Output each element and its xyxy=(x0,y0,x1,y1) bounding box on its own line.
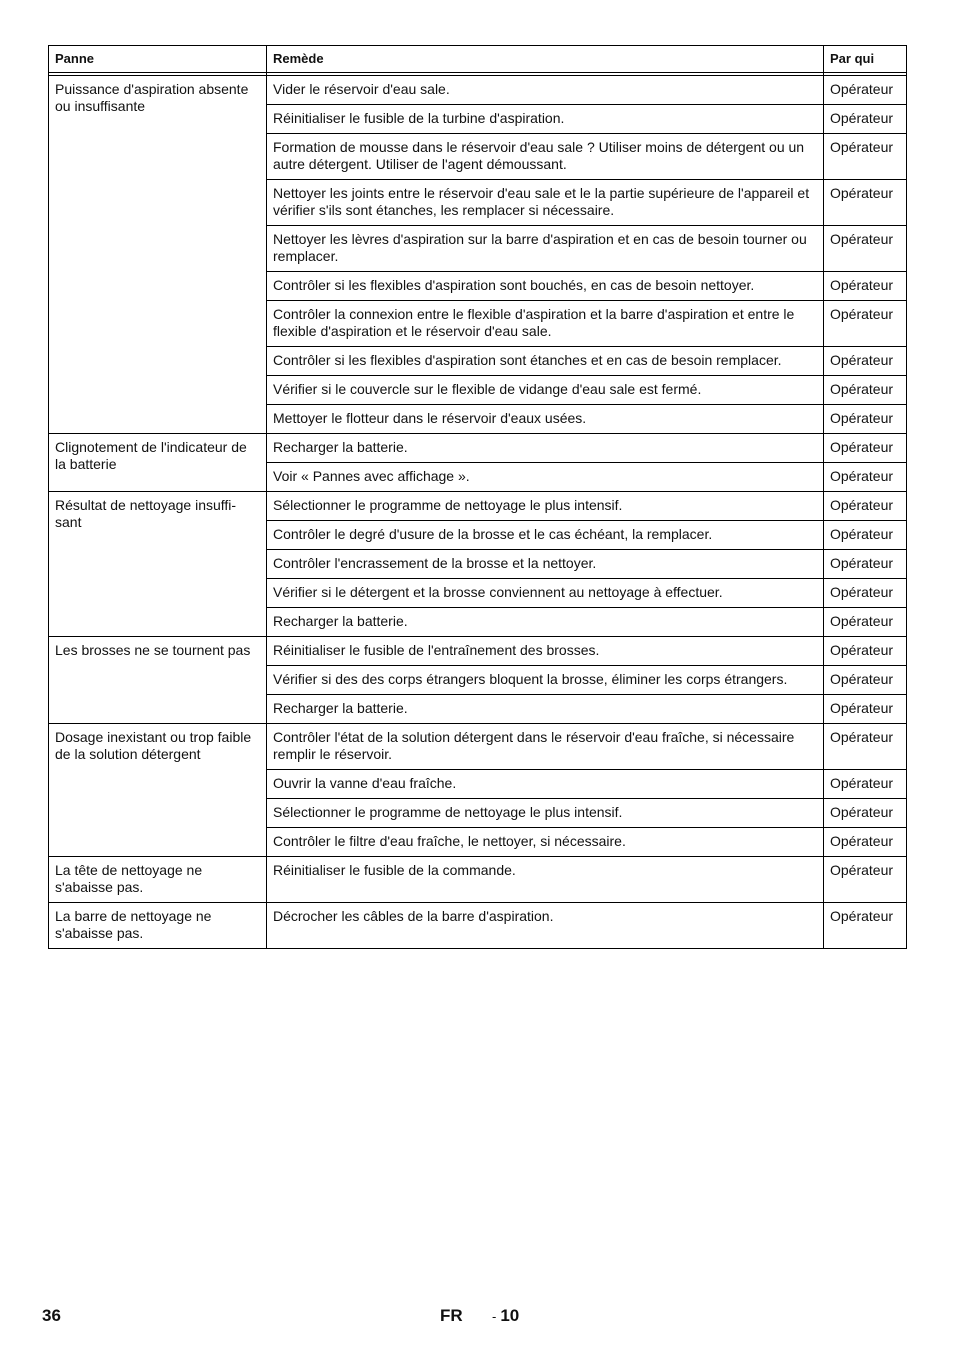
remedy-cell: Vérifier si le détergent et la brosse conviennent au nettoyage à effectuer. xyxy=(267,579,824,608)
table-header-row xyxy=(49,46,907,73)
section-page xyxy=(492,1306,519,1326)
remedy-cell: Mettoyer le flotteur dans le réservoir d'eaux usées. xyxy=(267,405,824,434)
remedy-cell: Nettoyer les joints entre le réservoir d'eau sale et le la partie supérieure de l'appareil et vérifier s'ils sont étanches, les remplacer si nécessaire. xyxy=(267,180,824,226)
remedy-cell: Réinitialiser le fusible de la turbine d'aspiration. xyxy=(267,105,824,134)
remedy-cell: Recharger la batterie. xyxy=(267,608,824,637)
remedy-cell: Recharger la batterie. xyxy=(267,695,824,724)
fault-cell: Les brosses ne se tournent pas xyxy=(49,637,267,724)
remedy-cell: Nettoyer les lèvres d'aspiration sur la barre d'aspiration et en cas de besoin tourner ou remplacer. xyxy=(267,226,824,272)
who-cell: Opérateur xyxy=(824,903,907,949)
remedy-cell: Recharger la batterie. xyxy=(267,434,824,463)
remedy-cell: Contrôler le filtre d'eau fraîche, le nettoyer, si nécessaire. xyxy=(267,828,824,857)
page-number: 36 xyxy=(42,1306,61,1325)
who-cell: Opérateur xyxy=(824,434,907,463)
remedy-cell: Vider le réservoir d'eau sale. xyxy=(267,76,824,105)
who-cell: Opérateur xyxy=(824,770,907,799)
fault-cell: Clignotement de l'indicateur de la batterie xyxy=(49,434,267,492)
who-cell: Opérateur xyxy=(824,724,907,770)
footer-dash: - xyxy=(492,1309,497,1324)
header-who: Par qui xyxy=(824,46,907,73)
who-cell: Opérateur xyxy=(824,226,907,272)
language-code: FR xyxy=(440,1306,463,1325)
who-cell: Opérateur xyxy=(824,134,907,180)
table-row xyxy=(49,903,907,949)
who-cell: Opérateur xyxy=(824,608,907,637)
remedy-cell: Contrôler l'état de la solution détergent dans le réservoir d'eau fraîche, si nécessaire remplir le réservoir. xyxy=(267,724,824,770)
remedy-cell: Sélectionner le programme de nettoyage le plus intensif. xyxy=(267,799,824,828)
who-cell: Opérateur xyxy=(824,550,907,579)
remedy-cell: Vérifier si le couvercle sur le flexible de vidange d'eau sale est fermé. xyxy=(267,376,824,405)
table-row xyxy=(49,724,907,770)
fault-cell: Dosage inexistant ou trop faible de la solution détergent xyxy=(49,724,267,857)
remedy-cell: Ouvrir la vanne d'eau fraîche. xyxy=(267,770,824,799)
fault-cell: Résultat de nettoyage insuffi-sant xyxy=(49,492,267,637)
remedy-cell: Contrôler l'encrassement de la brosse et la nettoyer. xyxy=(267,550,824,579)
who-cell: Opérateur xyxy=(824,272,907,301)
remedy-cell: Contrôler le degré d'usure de la brosse et le cas échéant, la remplacer. xyxy=(267,521,824,550)
fault-cell: Puissance d'aspiration absente ou insuffisante xyxy=(49,76,267,434)
fault-cell: La tête de nettoyage ne s'abaisse pas. xyxy=(49,857,267,903)
remedy-cell: Vérifier si des des corps étrangers bloquent la brosse, éliminer les corps étrangers. xyxy=(267,666,824,695)
remedy-cell: Formation de mousse dans le réservoir d'eau sale ? Utiliser moins de détergent ou un autre détergent. Utiliser de l'agent démoussant. xyxy=(267,134,824,180)
remedy-cell: Décrocher les câbles de la barre d'aspiration. xyxy=(267,903,824,949)
who-cell: Opérateur xyxy=(824,828,907,857)
who-cell: Opérateur xyxy=(824,180,907,226)
remedy-cell: Contrôler si les flexibles d'aspiration sont étanches et en cas de besoin remplacer. xyxy=(267,347,824,376)
who-cell: Opérateur xyxy=(824,799,907,828)
troubleshooting-table xyxy=(48,45,907,949)
remedy-cell: Réinitialiser le fusible de la commande. xyxy=(267,857,824,903)
remedy-cell: Voir « Pannes avec affichage ». xyxy=(267,463,824,492)
remedy-cell: Réinitialiser le fusible de l'entraînement des brosses. xyxy=(267,637,824,666)
who-cell: Opérateur xyxy=(824,695,907,724)
header-fault: Panne xyxy=(49,46,267,73)
who-cell: Opérateur xyxy=(824,521,907,550)
table-row xyxy=(49,434,907,463)
table-body xyxy=(49,76,907,949)
who-cell: Opérateur xyxy=(824,105,907,134)
remedy-cell: Contrôler si les flexibles d'aspiration sont bouchés, en cas de besoin nettoyer. xyxy=(267,272,824,301)
remedy-cell: Contrôler la connexion entre le flexible d'aspiration et la barre d'aspiration et entre le flexible d'aspiration et le réservoir d'eau sale. xyxy=(267,301,824,347)
who-cell: Opérateur xyxy=(824,463,907,492)
who-cell: Opérateur xyxy=(824,405,907,434)
who-cell: Opérateur xyxy=(824,492,907,521)
who-cell: Opérateur xyxy=(824,579,907,608)
fault-cell: La barre de nettoyage ne s'abaisse pas. xyxy=(49,903,267,949)
table-row xyxy=(49,492,907,521)
who-cell: Opérateur xyxy=(824,76,907,105)
who-cell: Opérateur xyxy=(824,347,907,376)
table-row xyxy=(49,637,907,666)
section-page-number: 10 xyxy=(500,1306,520,1325)
table-row xyxy=(49,76,907,105)
table-row xyxy=(49,857,907,903)
who-cell: Opérateur xyxy=(824,857,907,903)
who-cell: Opérateur xyxy=(824,376,907,405)
who-cell: Opérateur xyxy=(824,666,907,695)
who-cell: Opérateur xyxy=(824,301,907,347)
remedy-cell: Sélectionner le programme de nettoyage le plus intensif. xyxy=(267,492,824,521)
who-cell: Opérateur xyxy=(824,637,907,666)
header-remedy: Remède xyxy=(267,46,824,73)
